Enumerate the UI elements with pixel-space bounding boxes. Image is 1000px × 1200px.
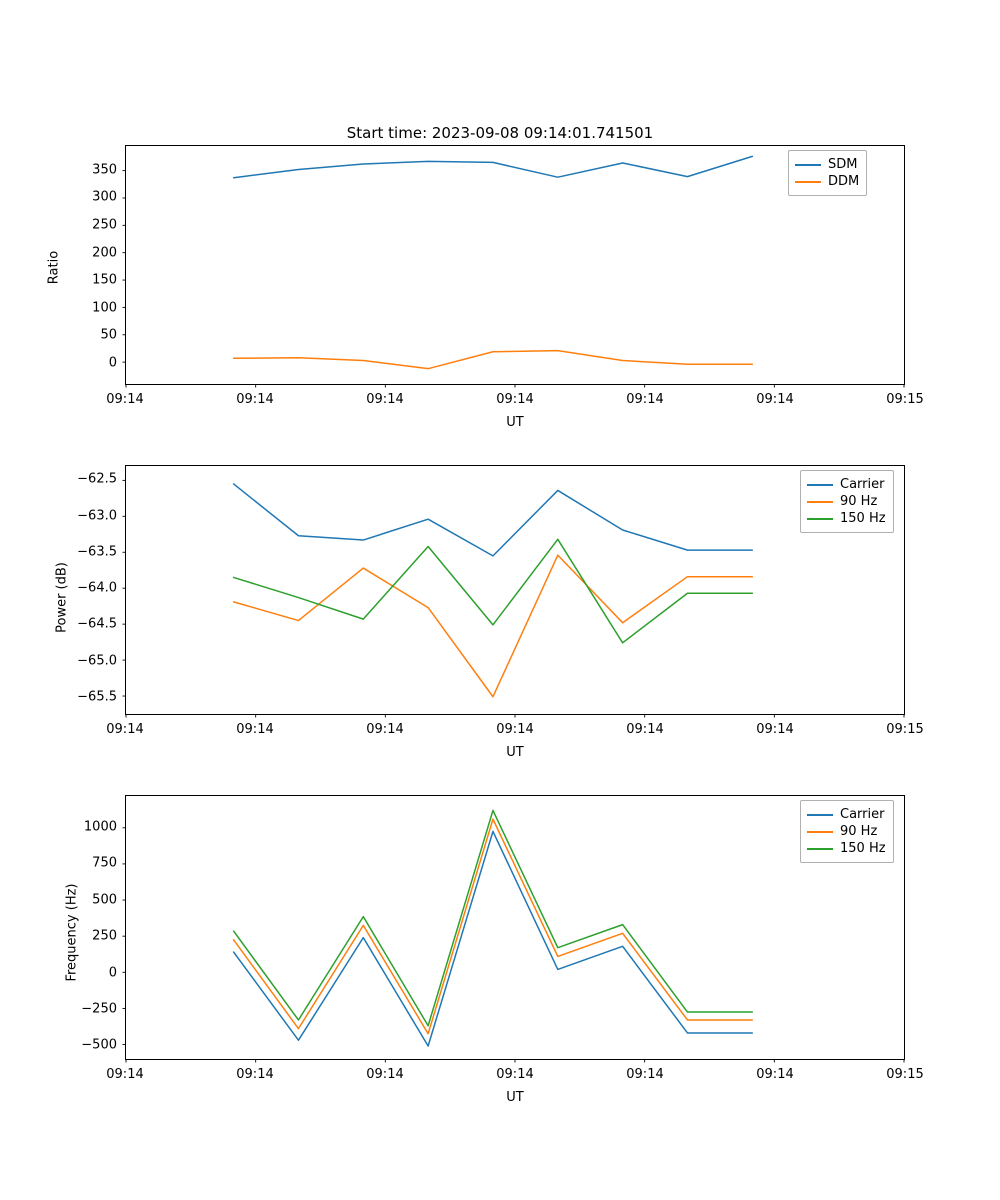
x-tick-label: 09:15 <box>886 392 924 407</box>
legend-color-swatch <box>795 164 821 166</box>
y-tick-label: 200 <box>92 245 117 261</box>
y-tick-label: 50 <box>100 327 117 343</box>
x-tick-label: 09:14 <box>756 722 794 737</box>
x-axis-label: UT <box>506 745 524 760</box>
x-tick-label: 09:14 <box>106 1067 144 1082</box>
legend-item <box>807 476 886 493</box>
x-tick-label: 09:14 <box>756 392 794 407</box>
y-tick-label: 750 <box>92 855 117 871</box>
x-tick-label: 09:14 <box>626 392 664 407</box>
legend-item <box>807 840 886 857</box>
data-lines <box>126 466 904 714</box>
x-tick-label: 09:14 <box>366 722 404 737</box>
y-tick-label: 350 <box>92 162 117 178</box>
x-axis-label: UT <box>506 1090 524 1105</box>
legend-color-swatch <box>807 814 833 816</box>
legend-item <box>807 493 886 510</box>
y-tick-label: 0 <box>108 965 117 981</box>
x-tick-label: 09:14 <box>236 392 274 407</box>
x-tick-label: 09:14 <box>106 392 144 407</box>
y-tick-label: 500 <box>92 892 117 908</box>
y-tick-label: −64.0 <box>77 580 117 596</box>
chart-panel-frequency <box>0 770 1000 1120</box>
y-tick-label: −64.5 <box>77 616 117 632</box>
legend <box>800 470 894 533</box>
series-line <box>234 555 753 697</box>
y-tick-label: 250 <box>92 217 117 233</box>
series-line <box>234 484 753 556</box>
y-tick-label: 1000 <box>83 819 117 835</box>
legend-label: Carrier <box>840 477 885 492</box>
legend-label: DDM <box>828 174 860 189</box>
legend-item <box>807 510 886 527</box>
legend-color-swatch <box>795 181 821 183</box>
legend-label: 90 Hz <box>840 824 878 839</box>
legend-label: Carrier <box>840 807 885 822</box>
y-tick-label: 250 <box>92 928 117 944</box>
x-tick-label: 09:14 <box>756 1067 794 1082</box>
series-line <box>234 831 753 1046</box>
legend-label: 150 Hz <box>840 841 886 856</box>
legend-color-swatch <box>807 501 833 503</box>
legend-item <box>795 156 859 173</box>
legend-item <box>807 823 886 840</box>
y-tick-label: −63.5 <box>77 544 117 560</box>
y-tick-label: −62.5 <box>77 471 117 487</box>
legend-color-swatch <box>807 484 833 486</box>
y-tick-label: −65.5 <box>77 689 117 705</box>
legend-color-swatch <box>807 831 833 833</box>
data-lines <box>126 796 904 1059</box>
legend-label: 150 Hz <box>840 511 886 526</box>
chart-panel-ratio <box>0 110 1000 440</box>
legend-item <box>795 173 859 190</box>
x-tick-label: 09:14 <box>626 722 664 737</box>
x-tick-label: 09:14 <box>106 722 144 737</box>
y-tick-label: −500 <box>81 1037 117 1053</box>
x-tick-label: 09:14 <box>496 1067 534 1082</box>
x-axis-label: UT <box>506 415 524 430</box>
legend-color-swatch <box>807 848 833 850</box>
x-tick-label: 09:14 <box>366 392 404 407</box>
x-tick-label: 09:14 <box>626 1067 664 1082</box>
x-tick-label: 09:15 <box>886 1067 924 1082</box>
legend-item <box>807 806 886 823</box>
series-line <box>234 819 753 1034</box>
plot-area <box>125 795 905 1060</box>
y-tick-label: −63.0 <box>77 508 117 524</box>
x-tick-label: 09:15 <box>886 722 924 737</box>
y-tick-label: 0 <box>108 355 117 371</box>
x-tick-label: 09:14 <box>366 1067 404 1082</box>
y-tick-label: −250 <box>81 1001 117 1017</box>
legend <box>788 150 867 196</box>
y-tick-label: 300 <box>92 189 117 205</box>
x-tick-label: 09:14 <box>496 722 534 737</box>
y-tick-label: 100 <box>92 300 117 316</box>
x-tick-label: 09:14 <box>236 1067 274 1082</box>
page-title: Start time: 2023-09-08 09:14:01.741501 <box>346 124 654 142</box>
legend <box>800 800 894 863</box>
plot-area <box>125 465 905 715</box>
y-axis-label: Power (dB) <box>54 562 70 633</box>
x-tick-label: 09:14 <box>236 722 274 737</box>
series-line <box>234 351 753 369</box>
series-line <box>234 156 753 177</box>
chart-panel-power <box>0 440 1000 770</box>
y-axis-label: Frequency (Hz) <box>64 883 80 982</box>
y-axis-label: Ratio <box>46 250 62 285</box>
legend-color-swatch <box>807 518 833 520</box>
legend-label: SDM <box>828 157 858 172</box>
x-tick-label: 09:14 <box>496 392 534 407</box>
series-line <box>234 810 753 1025</box>
y-tick-label: 150 <box>92 272 117 288</box>
legend-label: 90 Hz <box>840 494 878 509</box>
y-tick-label: −65.0 <box>77 653 117 669</box>
